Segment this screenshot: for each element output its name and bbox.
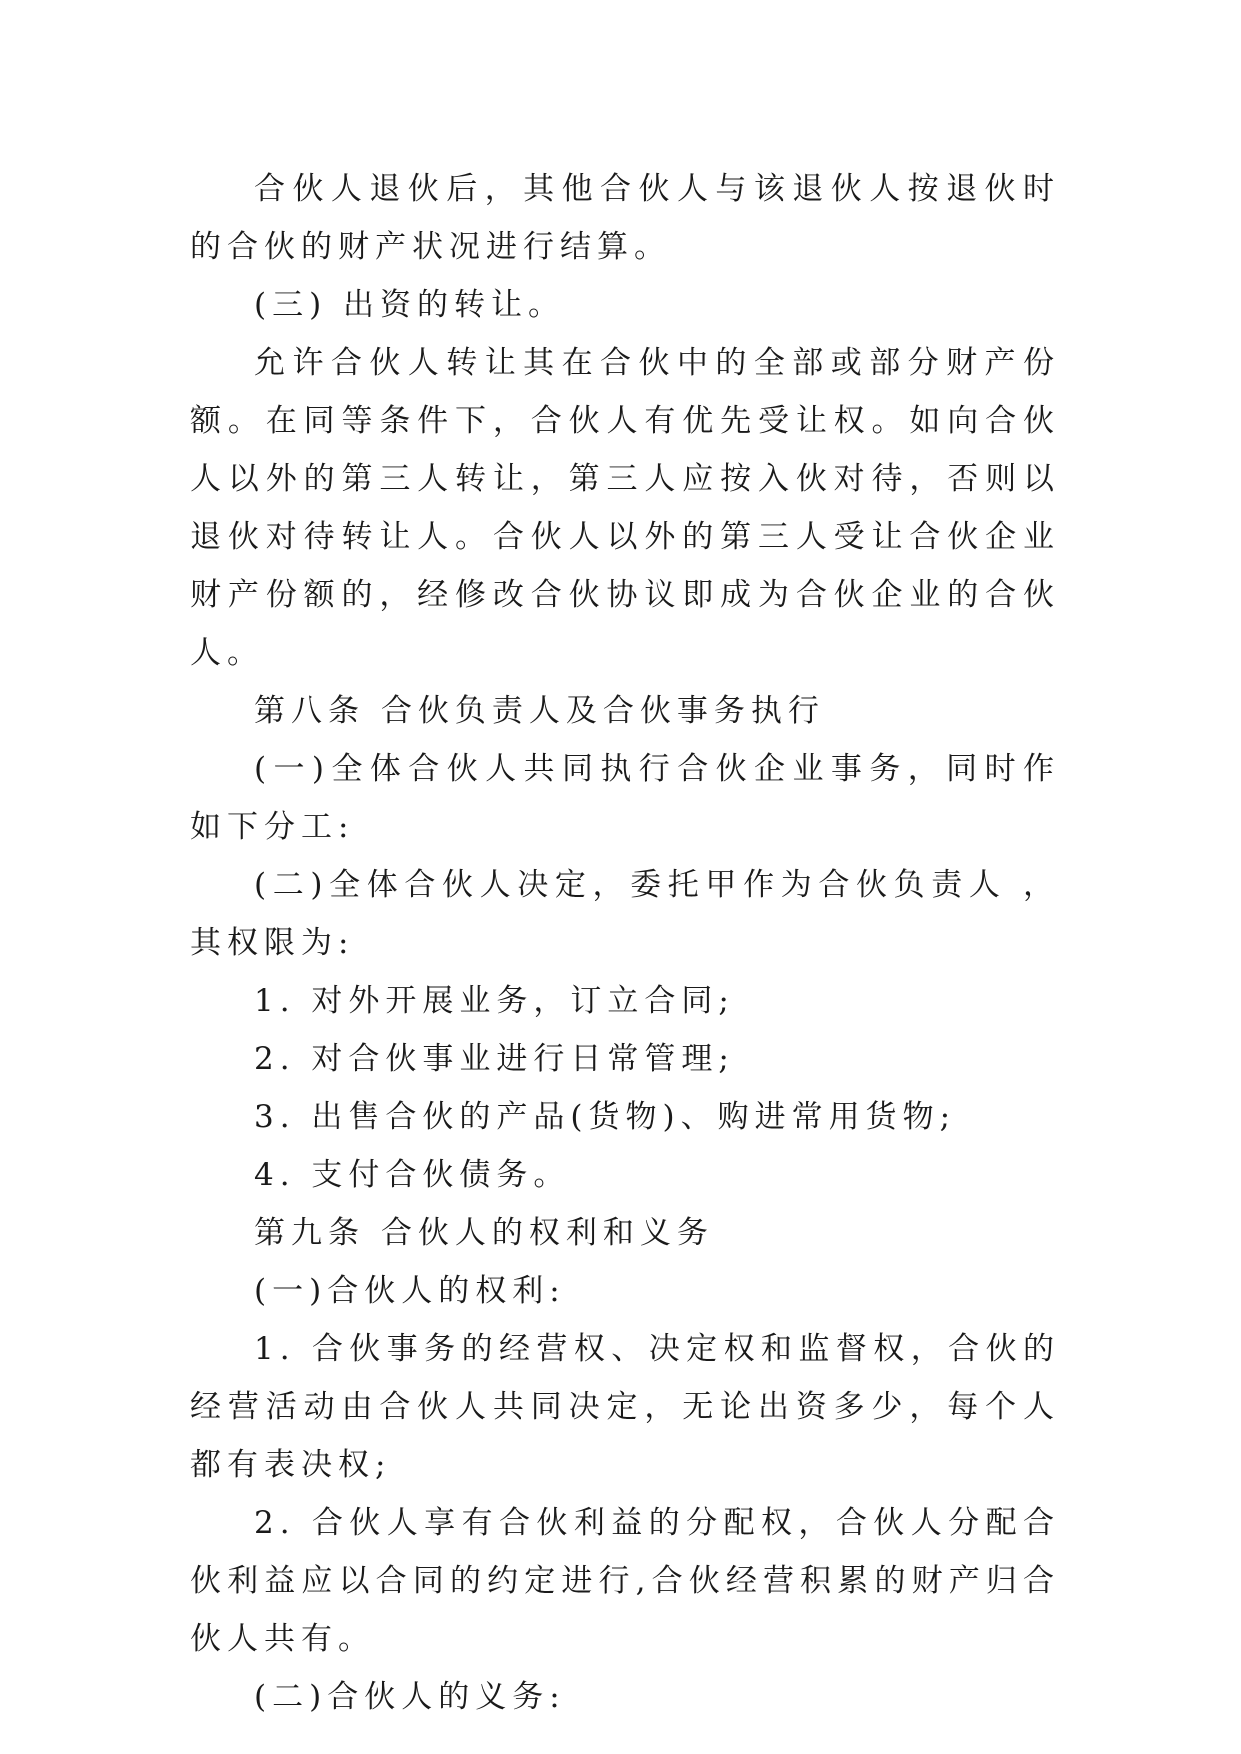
document-body xyxy=(190,160,1060,1726)
article-eight-title: 第八条 合伙负责人及合伙事务执行 xyxy=(254,693,825,729)
rights-item-1: 1. 合伙事务的经营权、决定权和监督权，合伙的经营活动由合伙人共同决定，无论出资多少，每个人都有表决权; xyxy=(190,1331,1060,1483)
paragraph-delegation: (二)全体合伙人决定，委托甲作为合伙负责人 ，其权限为: xyxy=(190,867,1060,961)
list-item-3: 3. 出售合伙的产品(货物)、购进常用货物; xyxy=(254,1099,957,1135)
list-item-1: 1. 对外开展业务，订立合同; xyxy=(254,983,735,1019)
article-nine-title: 第九条 合伙人的权利和义务 xyxy=(254,1215,714,1251)
paragraph-joint-execution: (一)全体合伙人共同执行合伙企业事务，同时作如下分工: xyxy=(190,751,1060,845)
list-item-4: 4. 支付合伙债务。 xyxy=(254,1157,571,1193)
paragraph-heading-transfer: (三) 出资的转让。 xyxy=(254,287,566,323)
paragraph-duties-heading: (二)合伙人的义务: xyxy=(254,1679,566,1715)
rights-item-2: 2. 合伙人享有合伙利益的分配权，合伙人分配合伙利益应以合同的约定进行,合伙经营积累的财产归合伙人共有。 xyxy=(190,1505,1060,1657)
list-item-2: 2. 对合伙事业进行日常管理; xyxy=(254,1041,735,1077)
paragraph-rights-heading: (一)合伙人的权利: xyxy=(254,1273,566,1309)
paragraph-settlement: 合伙人退伙后，其他合伙人与该退伙人按退伙时的合伙的财产状况进行结算。 xyxy=(190,171,1060,265)
paragraph-transfer-rules: 允许合伙人转让其在合伙中的全部或部分财产份额。在同等条件下，合伙人有优先受让权。如向合伙人以外的第三人转让，第三人应按入伙对待，否则以退伙对待转让人。合伙人以外的第三人受让合伙企业财产份额的，经修改合伙协议即成为合伙企业的合伙人。 xyxy=(190,345,1060,671)
